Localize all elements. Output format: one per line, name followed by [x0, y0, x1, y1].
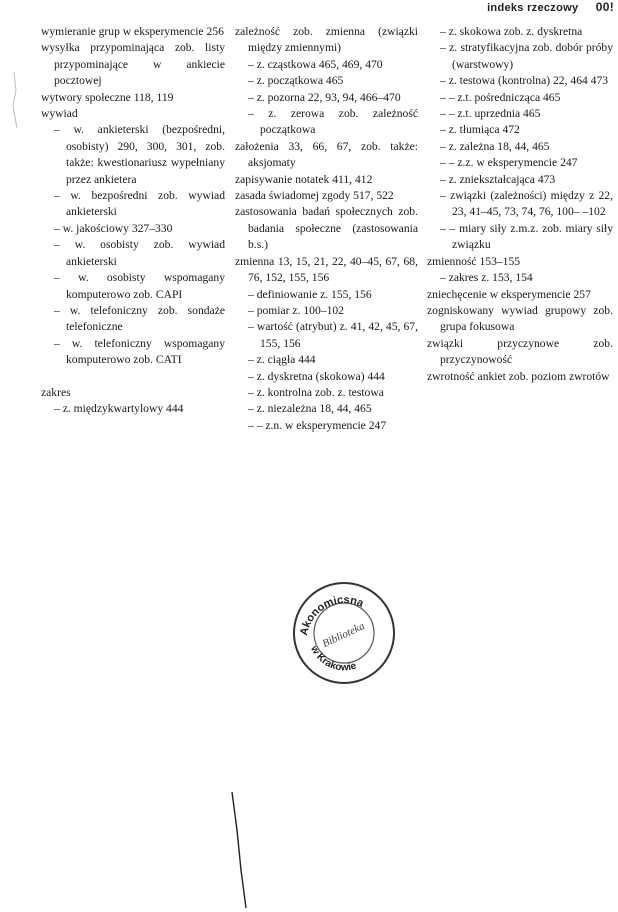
index-subentry: – – z.t. uprzednia 465 [440, 107, 541, 121]
running-title: indeks rzeczowy [487, 2, 579, 14]
index-subentry: – z. cząstkowa 465, 469, 470 [248, 57, 383, 71]
index-subentry: – z. dyskretna (skokowa) 444 [248, 369, 385, 383]
index-entry: zakres [41, 385, 71, 399]
index-subentry: – w. telefoniczny wspomagany komputerowo zob. CATI [54, 336, 225, 367]
index-subentry: – – z.z. w eksperymencie 247 [440, 156, 578, 170]
index-subentry: – pomiar z. 100–102 [248, 303, 344, 317]
index-subentry: – z. początkowa 465 [248, 74, 344, 88]
page-number: 00! [595, 0, 614, 14]
index-subentry: – z. zerowa zob. zależność początkowa [248, 107, 418, 137]
index-entry: wywiad [41, 107, 78, 121]
index-subentry: – z. niezależna 18, 44, 465 [248, 402, 372, 416]
index-subentry: – w. bezpośredni zob. wywiad ankieterski [54, 189, 225, 219]
stamp-bottom-text: w Krakowie [308, 644, 358, 674]
index-subentry: – wartość (atrybut) z. 41, 42, 45, 67, 155, 156 [248, 320, 418, 350]
index-subentry: – – miary siły z.m.z. zob. miary siły związku [440, 221, 613, 252]
scan-mark-left [2, 70, 26, 130]
index-column-2 [235, 24, 418, 434]
index-subentry: – z. kontrolna zob. z. testowa [248, 385, 384, 399]
index-subentry: – – z.t. pośrednicząca 465 [440, 90, 561, 104]
index-subentry: – zakres z. 153, 154 [440, 271, 533, 285]
index-subentry: – z. stratyfikacyjna zob. dobór próby (warstwowy) [440, 41, 613, 71]
index-subentry: – w. jakościowy 327–330 [54, 221, 173, 235]
entry-gap [41, 369, 225, 385]
index-subentry: – z. zależna 18, 44, 465 [440, 139, 550, 153]
index-subentry: – z. zniekształcająca 473 [440, 172, 556, 186]
index-subentry: – z. ciągła 444 [248, 353, 316, 367]
index-column-1 [41, 24, 225, 417]
index-subentry: – z. tłumiąca 472 [440, 123, 520, 137]
index-entry: zapisywanie notatek 411, 412 [235, 172, 373, 186]
index-subentry: – definiowanie z. 155, 156 [248, 287, 372, 301]
index-entry: wytwory społeczne 118, 119 [41, 90, 174, 104]
index-entry: zastosowania badań społecznych zob. badania społeczne (zastosowania b.s.) [235, 205, 418, 252]
scan-line-bottom [228, 790, 252, 910]
index-subentry: – z. testowa (kontrolna) 22, 464 473 [440, 74, 609, 88]
index-entry: zniechęcenie w eksperymencie 257 [427, 287, 591, 301]
index-subentry: – związki (zależności) między z 22, 23, 41–45, 73, 74, 76, 100– –102 [440, 189, 613, 219]
index-subentry: – w. osobisty wspomagany komputerowo zob. CAPI [54, 271, 225, 301]
index-subentry: – – z.n. w eksperymencie 247 [248, 418, 387, 432]
stamp-top-text: Akonomicsna [298, 594, 366, 637]
index-subentry: – z. międzykwartylowy 444 [54, 401, 184, 415]
index-subentry: – w. ankieterski (bezpośredni, osobisty) 290, 300, 301, zob. także: kwestionariusz wypełniany przez ankietera [54, 123, 225, 186]
index-entry: zasada świadomej zgody 517, 522 [235, 189, 394, 203]
index-entry: związki przyczynowe zob. przyczynowość [427, 336, 613, 367]
index-entry: zmienność 153–155 [427, 254, 521, 268]
index-entry: zwrotność ankiet zob. poziom zwrotów [427, 369, 610, 383]
svg-text:w Krakowie [308, 643, 358, 673]
library-stamp [289, 578, 399, 688]
index-entry: zogniskowany wywiad grupowy zob. grupa fokusowa [427, 303, 613, 334]
index-subentry: – w. telefoniczny zob. sondaże telefoniczne [54, 303, 225, 334]
index-entry: założenia 33, 66, 67, zob. także: aksjomaty [235, 139, 418, 170]
stamp-center-text: Biblioteka [320, 620, 367, 651]
page-header [487, 0, 614, 14]
index-entry: zależność zob. zmienna (związki między zmiennymi) [235, 25, 418, 55]
index-entry: zmienna 13, 15, 21, 22, 40–45, 67, 68, 76, 152, 155, 156 [235, 254, 418, 285]
index-subentry: – z. skokowa zob. z. dyskretna [440, 25, 583, 38]
index-column-3 [427, 24, 613, 385]
index-subentry: – w. osobisty zob. wywiad ankieterski [54, 238, 225, 268]
index-entry: wymieranie grup w eksperymencie 256 [41, 25, 224, 38]
index-subentry: – z. pozorna 22, 93, 94, 466–470 [248, 90, 401, 104]
index-entry: wysyłka przypominająca zob. listy przypominające w ankiecie pocztowej [41, 41, 225, 88]
